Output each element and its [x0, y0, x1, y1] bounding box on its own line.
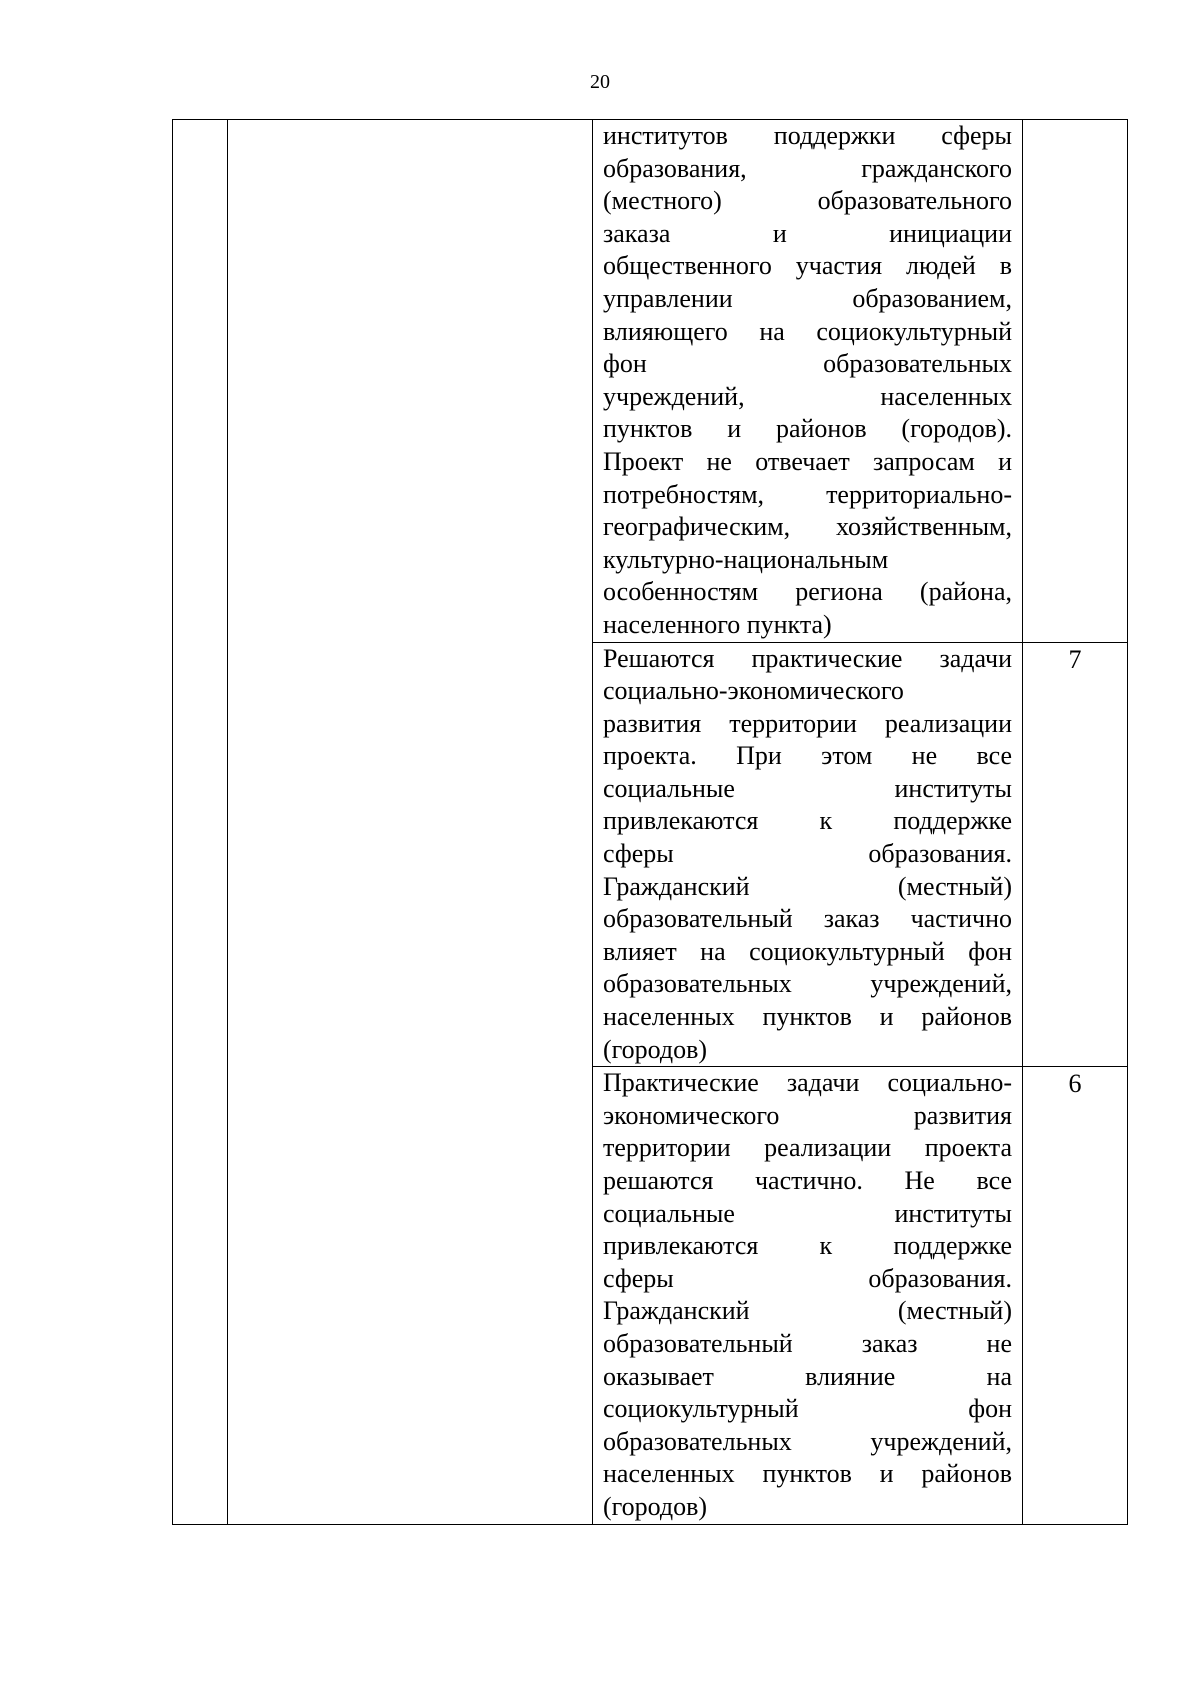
score-cell [1023, 1067, 1128, 1524]
score-value: 7 [1068, 644, 1082, 674]
description-text [593, 1067, 1022, 1523]
criterion-cell [228, 120, 593, 1525]
description-line: образования, гражданского [603, 153, 1012, 183]
description-line: влияющего на социокультурный [603, 316, 1012, 346]
description-line: образовательный заказ не [603, 1328, 1012, 1358]
description-line: привлекаются к поддержке [603, 806, 1012, 836]
description-line: социокультурный фон [603, 1394, 1012, 1424]
description-line: привлекаются к поддержке [603, 1231, 1012, 1261]
score-value [1023, 120, 1127, 121]
description-line: влияет на социокультурный фон [603, 936, 1012, 966]
description-line: Решаются практические задачи [603, 643, 1012, 673]
description-line: социальные институты [603, 773, 1012, 803]
description-line: населенного пункта) [603, 609, 832, 639]
score-value: 6 [1068, 1069, 1082, 1099]
description-cell [593, 1067, 1023, 1524]
description-line: решаются частично. Не все [603, 1166, 1012, 1195]
description-line: заказа и инициации [603, 218, 1012, 248]
description-line: культурно-национальным [603, 544, 889, 574]
description-text [593, 643, 1022, 1067]
description-line: образовательный заказ частично [603, 904, 1012, 934]
description-cell [593, 642, 1023, 1067]
description-line: потребностям, территориально- [603, 479, 1012, 509]
description-line: экономического развития [603, 1100, 1012, 1130]
description-line: сферы образования. [603, 1263, 1012, 1293]
description-line: пунктов и районов (городов). [603, 414, 1012, 444]
description-line: развития территории реализации [603, 708, 1012, 738]
description-line: учреждений, населенных [603, 381, 1012, 411]
score-cell [1023, 642, 1128, 1067]
description-text [593, 120, 1022, 642]
description-line: социально-экономического [603, 676, 904, 706]
description-line: фон образовательных [603, 349, 1012, 379]
description-line: Проект не отвечает запросам и [603, 446, 1012, 476]
number-cell [173, 120, 228, 1525]
description-line: Гражданский (местный) [603, 1296, 1012, 1326]
description-line: проекта. При этом не все [603, 741, 1012, 771]
description-line: образовательных учреждений, [603, 969, 1012, 999]
description-line: (местного) образовательного [603, 186, 1012, 216]
description-line: институтов поддержки сферы [603, 121, 1012, 150]
description-line: населенных пунктов и районов [603, 1002, 1012, 1032]
description-line: географическим, хозяйственным, [603, 512, 1012, 542]
description-line: образовательных учреждений, [603, 1426, 1012, 1456]
description-line: (городов) [603, 1034, 708, 1064]
description-line: особенностям региона (района, [603, 577, 1012, 607]
page-number: 20 [590, 71, 610, 93]
description-line: населенных пунктов и районов [603, 1459, 1012, 1489]
score-cell [1023, 120, 1128, 643]
description-line: управлении образованием, [603, 283, 1012, 313]
description-line: Практические задачи социально- [603, 1068, 1012, 1098]
criteria-table [172, 119, 1128, 1525]
description-line: общественного участия людей в [603, 251, 1012, 281]
description-line: Гражданский (местный) [603, 871, 1012, 901]
description-line: сферы образования. [603, 839, 1012, 869]
description-line: (городов) [603, 1491, 708, 1521]
description-line: социальные институты [603, 1198, 1012, 1228]
table-row [173, 120, 1128, 643]
description-line: территории реализации проекта [603, 1133, 1012, 1163]
description-line: оказывает влияние на [603, 1361, 1012, 1391]
description-cell [593, 120, 1023, 643]
